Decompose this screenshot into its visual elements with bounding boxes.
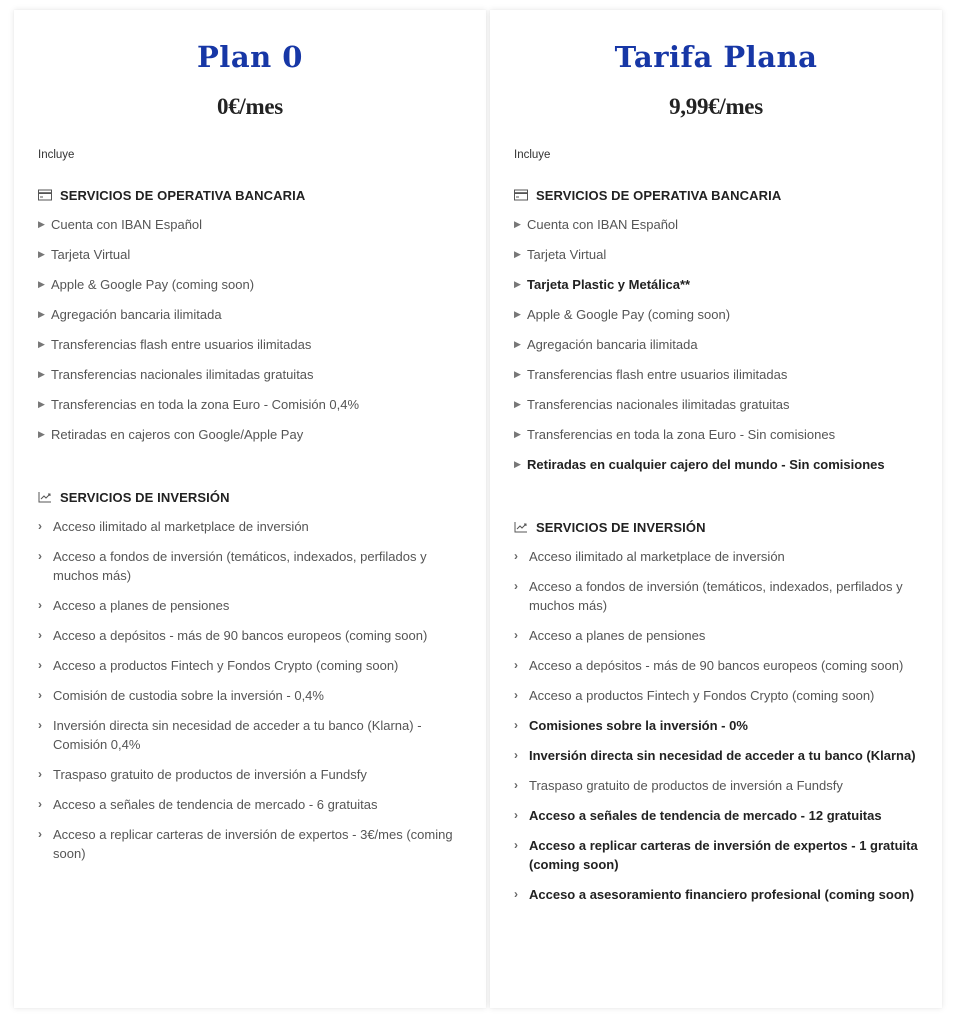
triangle-bullet-icon: ▶ xyxy=(514,459,521,469)
section-heading-investment xyxy=(38,487,462,507)
chevron-right-icon: › xyxy=(514,808,518,822)
feature-item xyxy=(514,686,918,705)
triangle-bullet-icon: ▶ xyxy=(514,249,521,259)
line-chart-icon xyxy=(514,521,528,533)
triangle-bullet-icon: ▶ xyxy=(514,369,521,379)
section-heading-banking xyxy=(38,185,462,205)
chevron-right-icon: › xyxy=(514,658,518,672)
feature-list xyxy=(514,547,918,904)
feature-item xyxy=(38,517,462,536)
chevron-right-icon: › xyxy=(38,688,42,702)
section-spacer xyxy=(514,485,918,517)
chevron-right-icon: › xyxy=(514,628,518,642)
plan-card-plan-0 xyxy=(14,10,486,1008)
triangle-bullet-icon: ▶ xyxy=(38,309,45,319)
feature-text: Transferencias flash entre usuarios ilimitadas xyxy=(51,337,312,352)
feature-list xyxy=(514,215,918,474)
section-heading-label: SERVICIOS DE OPERATIVA BANCARIA xyxy=(536,187,782,203)
plan-title: Tarifa Plana xyxy=(614,40,818,74)
feature-text: Acceso a fondos de inversión (temáticos, indexados, perfilados y muchos más) xyxy=(529,579,903,613)
chevron-right-icon: › xyxy=(38,519,42,533)
triangle-bullet-icon: ▶ xyxy=(514,429,521,439)
feature-text: Acceso a señales de tendencia de mercado - 12 gratuitas xyxy=(529,808,882,823)
chevron-right-icon: › xyxy=(38,549,42,563)
chevron-right-icon: › xyxy=(514,778,518,792)
triangle-bullet-icon: ▶ xyxy=(38,279,45,289)
feature-item xyxy=(38,716,462,754)
triangle-bullet-icon: ▶ xyxy=(514,219,521,229)
section-heading-investment xyxy=(514,517,918,537)
feature-text: Transferencias flash entre usuarios ilimitadas xyxy=(527,367,788,382)
feature-text: Retiradas en cajeros con Google/Apple Pay xyxy=(51,427,304,442)
feature-text: Agregación bancaria ilimitada xyxy=(527,337,698,352)
triangle-bullet-icon: ▶ xyxy=(514,279,521,289)
feature-item xyxy=(38,395,462,414)
plan-card-tarifa-plana xyxy=(490,10,942,1008)
feature-text: Acceso a productos Fintech y Fondos Crypto (coming soon) xyxy=(53,658,399,673)
feature-text: Acceso a planes de pensiones xyxy=(529,628,706,643)
feature-item xyxy=(38,795,462,814)
plan-price: 0€/mes xyxy=(217,94,283,119)
feature-text: Acceso a señales de tendencia de mercado - 6 gratuitas xyxy=(53,797,378,812)
triangle-bullet-icon: ▶ xyxy=(514,309,521,319)
chevron-right-icon: › xyxy=(514,579,518,593)
includes-label: Incluye xyxy=(38,149,75,161)
feature-text: Retiradas en cualquier cajero del mundo - Sin comisiones xyxy=(527,457,885,472)
feature-item xyxy=(514,806,918,825)
feature-item xyxy=(514,746,918,765)
triangle-bullet-icon: ▶ xyxy=(514,399,521,409)
feature-item xyxy=(514,716,918,735)
chevron-right-icon: › xyxy=(38,658,42,672)
feature-item xyxy=(514,395,918,414)
chevron-right-icon: › xyxy=(514,838,518,852)
feature-item xyxy=(514,656,918,675)
feature-list xyxy=(38,215,462,444)
feature-item xyxy=(38,765,462,784)
includes-label: Incluye xyxy=(514,149,551,161)
feature-item xyxy=(514,245,918,264)
plan-price: 9,99€/mes xyxy=(669,94,763,119)
feature-text: Acceso ilimitado al marketplace de inversión xyxy=(53,519,309,534)
feature-item xyxy=(38,275,462,294)
chevron-right-icon: › xyxy=(38,718,42,732)
section-heading-label: SERVICIOS DE INVERSIÓN xyxy=(536,519,706,535)
feature-text: Acceso a fondos de inversión (temáticos, indexados, perfilados y muchos más) xyxy=(53,549,427,583)
triangle-bullet-icon: ▶ xyxy=(38,369,45,379)
triangle-bullet-icon: ▶ xyxy=(514,339,521,349)
chevron-right-icon: › xyxy=(514,718,518,732)
section-spacer xyxy=(38,455,462,487)
chevron-right-icon: › xyxy=(514,549,518,563)
chevron-right-icon: › xyxy=(514,748,518,762)
triangle-bullet-icon: ▶ xyxy=(38,219,45,229)
feature-text: Tarjeta Virtual xyxy=(51,247,131,262)
chevron-right-icon: › xyxy=(514,887,518,901)
section-heading-label: SERVICIOS DE INVERSIÓN xyxy=(60,489,230,505)
feature-item xyxy=(38,656,462,675)
feature-item xyxy=(38,215,462,234)
plan-features xyxy=(38,185,462,874)
feature-item xyxy=(38,596,462,615)
feature-text: Agregación bancaria ilimitada xyxy=(51,307,222,322)
chevron-right-icon: › xyxy=(38,598,42,612)
feature-item xyxy=(38,547,462,585)
feature-text: Acceso a replicar carteras de inversión de expertos - 3€/mes (coming soon) xyxy=(53,827,453,861)
feature-text: Transferencias en toda la zona Euro - Comisión 0,4% xyxy=(51,397,360,412)
feature-item xyxy=(514,365,918,384)
feature-text: Traspaso gratuito de productos de inversión a Fundsfy xyxy=(529,778,843,793)
feature-item xyxy=(514,305,918,324)
feature-item xyxy=(38,425,462,444)
feature-text: Comisiones sobre la inversión - 0% xyxy=(529,718,748,733)
credit-card-icon xyxy=(514,189,528,201)
feature-text: Transferencias nacionales ilimitadas gratuitas xyxy=(51,367,314,382)
feature-item xyxy=(514,626,918,645)
feature-item xyxy=(514,577,918,615)
feature-text: Acceso a asesoramiento financiero profesional (coming soon) xyxy=(529,887,915,902)
feature-item xyxy=(38,335,462,354)
chevron-right-icon: › xyxy=(38,767,42,781)
feature-item xyxy=(514,425,918,444)
chevron-right-icon: › xyxy=(38,827,42,841)
feature-text: Inversión directa sin necesidad de acceder a tu banco (Klarna) - Comisión 0,4% xyxy=(53,718,422,752)
feature-item xyxy=(514,215,918,234)
feature-text: Tarjeta Virtual xyxy=(527,247,607,262)
feature-item xyxy=(38,305,462,324)
feature-text: Acceso a planes de pensiones xyxy=(53,598,230,613)
feature-text: Acceso a depósitos - más de 90 bancos europeos (coming soon) xyxy=(529,658,904,673)
triangle-bullet-icon: ▶ xyxy=(38,339,45,349)
feature-item xyxy=(514,776,918,795)
plan-features xyxy=(514,185,918,915)
chevron-right-icon: › xyxy=(38,797,42,811)
feature-item xyxy=(514,275,918,294)
credit-card-icon xyxy=(38,189,52,201)
feature-text: Acceso ilimitado al marketplace de inversión xyxy=(529,549,785,564)
feature-text: Acceso a productos Fintech y Fondos Crypto (coming soon) xyxy=(529,688,875,703)
triangle-bullet-icon: ▶ xyxy=(38,429,45,439)
feature-item xyxy=(38,686,462,705)
triangle-bullet-icon: ▶ xyxy=(38,249,45,259)
feature-text: Tarjeta Plastic y Metálica** xyxy=(527,277,691,292)
feature-list xyxy=(38,517,462,863)
feature-text: Traspaso gratuito de productos de inversión a Fundsfy xyxy=(53,767,367,782)
feature-item xyxy=(514,455,918,474)
feature-text: Inversión directa sin necesidad de acceder a tu banco (Klarna) xyxy=(529,748,916,763)
feature-item xyxy=(38,365,462,384)
feature-text: Comisión de custodia sobre la inversión - 0,4% xyxy=(53,688,324,703)
feature-item xyxy=(514,547,918,566)
feature-text: Cuenta con IBAN Español xyxy=(527,217,679,232)
chevron-right-icon: › xyxy=(38,628,42,642)
feature-item xyxy=(514,335,918,354)
plan-title: Plan 0 xyxy=(197,40,303,74)
feature-text: Apple & Google Pay (coming soon) xyxy=(527,307,731,322)
feature-text: Acceso a depósitos - más de 90 bancos europeos (coming soon) xyxy=(53,628,428,643)
feature-item xyxy=(38,626,462,645)
feature-item xyxy=(38,825,462,863)
feature-text: Cuenta con IBAN Español xyxy=(51,217,203,232)
section-heading-banking xyxy=(514,185,918,205)
triangle-bullet-icon: ▶ xyxy=(38,399,45,409)
section-heading-label: SERVICIOS DE OPERATIVA BANCARIA xyxy=(60,187,306,203)
feature-item xyxy=(514,885,918,904)
feature-text: Apple & Google Pay (coming soon) xyxy=(51,277,255,292)
chevron-right-icon: › xyxy=(514,688,518,702)
feature-text: Transferencias nacionales ilimitadas gratuitas xyxy=(527,397,790,412)
feature-item xyxy=(514,836,918,874)
feature-text: Transferencias en toda la zona Euro - Sin comisiones xyxy=(527,427,836,442)
feature-item xyxy=(38,245,462,264)
line-chart-icon xyxy=(38,491,52,503)
feature-text: Acceso a replicar carteras de inversión de expertos - 1 gratuita (coming soon) xyxy=(529,838,918,872)
